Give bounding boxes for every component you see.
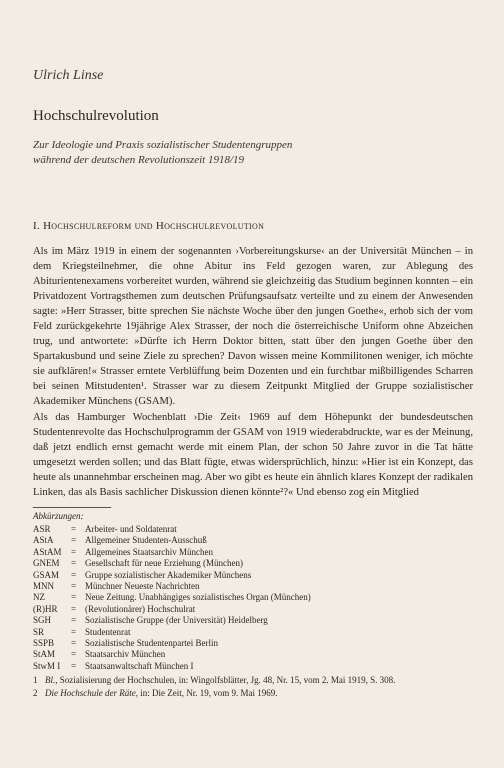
footnote-number: 2: [33, 688, 38, 699]
abbreviation-key: NZ: [33, 592, 45, 603]
abbreviation-value: (Revolutionärer) Hochschulrat: [85, 603, 196, 614]
body-text: [33, 244, 473, 500]
paragraph: Als im März 1919 in einem der sogenannten ›Vorbereitungskurse‹ an der Universität München – in dem Kriegsteilnehmer, die ohne Abitur ins Feld gezogen waren, zur Ablegung des Abiturientenexamens vorbereitet wurden, während sie gleichzeitig das Studium beginnen konnten – ein Privatdozent Vortragsthemen zum deutschen Prüfungsaufsatz verteilte und zu einem der Anwesenden sagte: »Herr Strasser, bitte sprechen Sie nächste Woche über den jungen Goethe«, erhob sich der vom Feld zurückgekehrte 19jährige Alex Strasser, der noch die österreichische Uniform ohne Abzeichen trug, und antwortete: »Dürfte ich Herrn Doktor bitten, statt über den jungen Goethe über den Spartakusbund und seine Ziele zu sprechen? Davon wissen meine Kommilitonen weniger, ich möchte sie aufklären!« Strasser erntete Verblüffung beim Dozenten und ein furchtbar mißbilligendes Scharren bei seinen Mitstudenten¹. Strasser war zu diesem Zeitpunkt Mitglied der Gruppe sozialistischer Akademiker Münchens (GSAM).: [33, 246, 473, 408]
abbreviation-row: SGH = Sozialistische Gruppe (der Universität) Heidelberg: [33, 615, 268, 626]
abbreviation-value: Neue Zeitung. Unabhängiges sozialistisches Organ (München): [85, 592, 311, 603]
abbreviation-key: (R)HR: [33, 603, 58, 614]
subtitle-line: während der deutschen Revolutionszeit 1918/19: [33, 154, 245, 166]
abbreviation-key: StwM I: [33, 660, 61, 671]
abbreviation-row: GNEM = Gesellschaft für neue Erziehung (München): [33, 558, 243, 569]
footnote: [33, 688, 473, 699]
abbreviation-key: MNN: [33, 581, 55, 592]
abbreviation-row: AStAM = Allgemeines Staatsarchiv München: [33, 546, 213, 557]
abbreviation-value: Sozialistische Studentenpartei Berlin: [85, 638, 218, 649]
abbreviation-value: Gruppe sozialistischer Akademiker Münchens: [85, 569, 252, 580]
abbreviation-value: Münchner Neueste Nachrichten: [85, 581, 200, 592]
abbreviation-key: SGH: [33, 615, 52, 626]
abbreviations-title: Abkürzungen:: [33, 511, 84, 521]
article-subtitle: [33, 138, 473, 168]
abbreviation-row: ASR = Arbeiter- und Soldatenrat: [33, 524, 177, 534]
abbreviation-key: SSPB: [33, 638, 55, 649]
abbreviation-row: MNN = Münchner Neueste Nachrichten: [33, 581, 200, 592]
abbreviation-value: Arbeiter- und Soldatenrat: [85, 524, 177, 534]
abbreviation-row: NZ = Neue Zeitung. Unabhängiges sozialistisches Organ (München): [33, 592, 311, 603]
abbreviation-key: AStA: [33, 535, 54, 546]
abbreviation-row: (R)HR = (Revolutionärer) Hochschulrat: [33, 603, 196, 614]
footnote: [33, 675, 473, 686]
abbreviation-value: Gesellschaft für neue Erziehung (München): [85, 558, 243, 569]
abbreviation-key: SR: [33, 626, 45, 637]
abbreviations-list: [33, 524, 311, 672]
abbreviation-value: Sozialistische Gruppe (der Universität) Heidelberg: [85, 615, 268, 626]
abbreviation-row: SSPB = Sozialistische Studentenpartei Berlin: [33, 638, 218, 649]
subtitle-line: Zur Ideologie und Praxis sozialistischer Studentengruppen: [33, 139, 293, 151]
footnote-source: Die Hochschule der Räte: [45, 688, 136, 699]
paragraph: Als das Hamburger Wochenblatt ›Die Zeit‹ 1969 auf dem Höhepunkt der bundesdeutschen Studentenrevolte das Hochschulprogramm der GSAM von 1919 wiederabdruckte, war es der Meinung, daß jetzt endlich ernst gemacht werde mit einem Plan, der schon 50 Jahre zuvor in die Tat hätte umgesetzt werden sollen; und das Blatt fügte, etwas widersprüchlich, hinzu: »Hier ist ein Konzept, das heute als unannehmbar erscheinen mag. Aber wo gibt es heute ein ähnlich klares Konzept der radikalen Linken, das als Basis sachlicher Diskussion dienen könnte²?« Und ebenso zog ein Mitglied: [33, 411, 473, 498]
footnote-text: , Sozialisierung der Hochschulen, in: Wingolfsblätter, Jg. 48, Nr. 15, vom 2. Mai 1919, S. 308.: [55, 675, 396, 685]
abbreviation-row: StAM = Staatsarchiv München: [33, 649, 166, 660]
footnote-text: , in: Die Zeit, Nr. 19, vom 9. Mai 1969.: [135, 688, 278, 699]
abbreviation-key: GSAM: [33, 569, 60, 580]
abbreviation-row: StwM I = Staatsanwaltschaft München I: [33, 660, 194, 671]
abbreviation-value: Allgemeines Staatsarchiv München: [85, 546, 213, 557]
abbreviation-value: Staatsarchiv München: [85, 649, 166, 660]
abbreviation-key: GNEM: [33, 558, 60, 569]
abbreviation-row: GSAM = Gruppe sozialistischer Akademiker Münchens: [33, 569, 252, 580]
abbreviation-value: Staatsanwaltschaft München I: [85, 660, 194, 671]
abbreviation-key: AStAM: [33, 546, 62, 557]
footnote-source: Bl.: [45, 675, 56, 685]
abbreviation-row: SR = Studentenrat: [33, 626, 131, 637]
abbreviation-key: StAM: [33, 649, 56, 660]
footnote-number: 1: [33, 675, 38, 685]
section-heading: I. Hochschulreform und Hochschulrevolution: [33, 220, 265, 232]
abbreviation-key: ASR: [33, 524, 51, 534]
article-title: Hochschulrevolution: [33, 108, 159, 124]
footnotes: [33, 675, 473, 701]
author-name: Ulrich Linse: [33, 68, 104, 83]
abbreviation-value: Studentenrat: [85, 626, 131, 637]
footnote-separator: [33, 507, 111, 508]
abbreviation-row: AStA = Allgemeiner Studenten-Ausschuß: [33, 535, 207, 546]
abbreviation-value: Allgemeiner Studenten-Ausschuß: [85, 535, 207, 546]
